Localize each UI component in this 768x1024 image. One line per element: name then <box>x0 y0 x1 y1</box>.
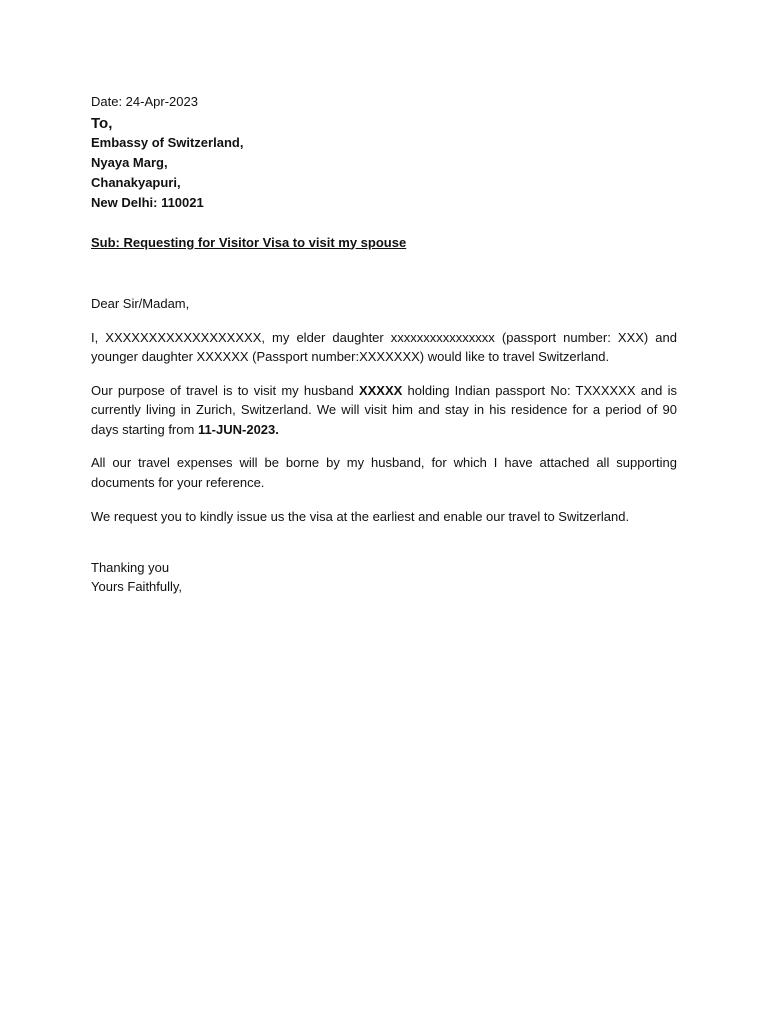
address-line: Nyaya Marg, <box>91 154 168 170</box>
paragraph-applicants: I, XXXXXXXXXXXXXXXXXX, my elder daughter xxxxxxxxxxxxxxxx (passport number: XXX) and younger daughter XXXXXX (Passport number:XXXXXXX) would like to travel Switzerland. <box>91 329 677 364</box>
closing-thanks: Thanking you <box>91 559 170 575</box>
travel-start-date: 11-JUN-2023. <box>197 421 279 437</box>
recipient-heading: To, <box>91 114 113 132</box>
address-line: Chanakyapuri, <box>91 174 181 190</box>
paragraph-purpose <box>91 381 677 440</box>
address-line: Embassy of Switzerland, <box>91 134 244 150</box>
paragraph-expenses: All our travel expenses will be borne by my husband, for which I have attached all supporting documents for your reference. <box>91 455 677 490</box>
letter-date: Date: 24-Apr-2023 <box>91 94 198 109</box>
paragraph-text: Our purpose of travel is to visit my husband <box>91 382 359 398</box>
paragraph-request: We request you to kindly issue us the visa at the earliest and enable our travel to Switzerland. <box>91 509 630 524</box>
salutation: Dear Sir/Madam, <box>91 296 190 311</box>
recipient-address <box>91 133 677 213</box>
closing-signoff: Yours Faithfully, <box>91 579 183 594</box>
address-line: New Delhi: 110021 <box>91 194 204 210</box>
letter-subject: Sub: Requesting for Visitor Visa to visit my spouse <box>91 234 407 250</box>
husband-name: XXXXX <box>358 382 403 398</box>
paragraph-text: holding Indian passport No: TXXXXXX and is currently living in Zurich, Switzerland. We will visit him and stay in his residence for a period of 90 days starting from <box>91 382 677 437</box>
letter-body <box>91 92 677 597</box>
